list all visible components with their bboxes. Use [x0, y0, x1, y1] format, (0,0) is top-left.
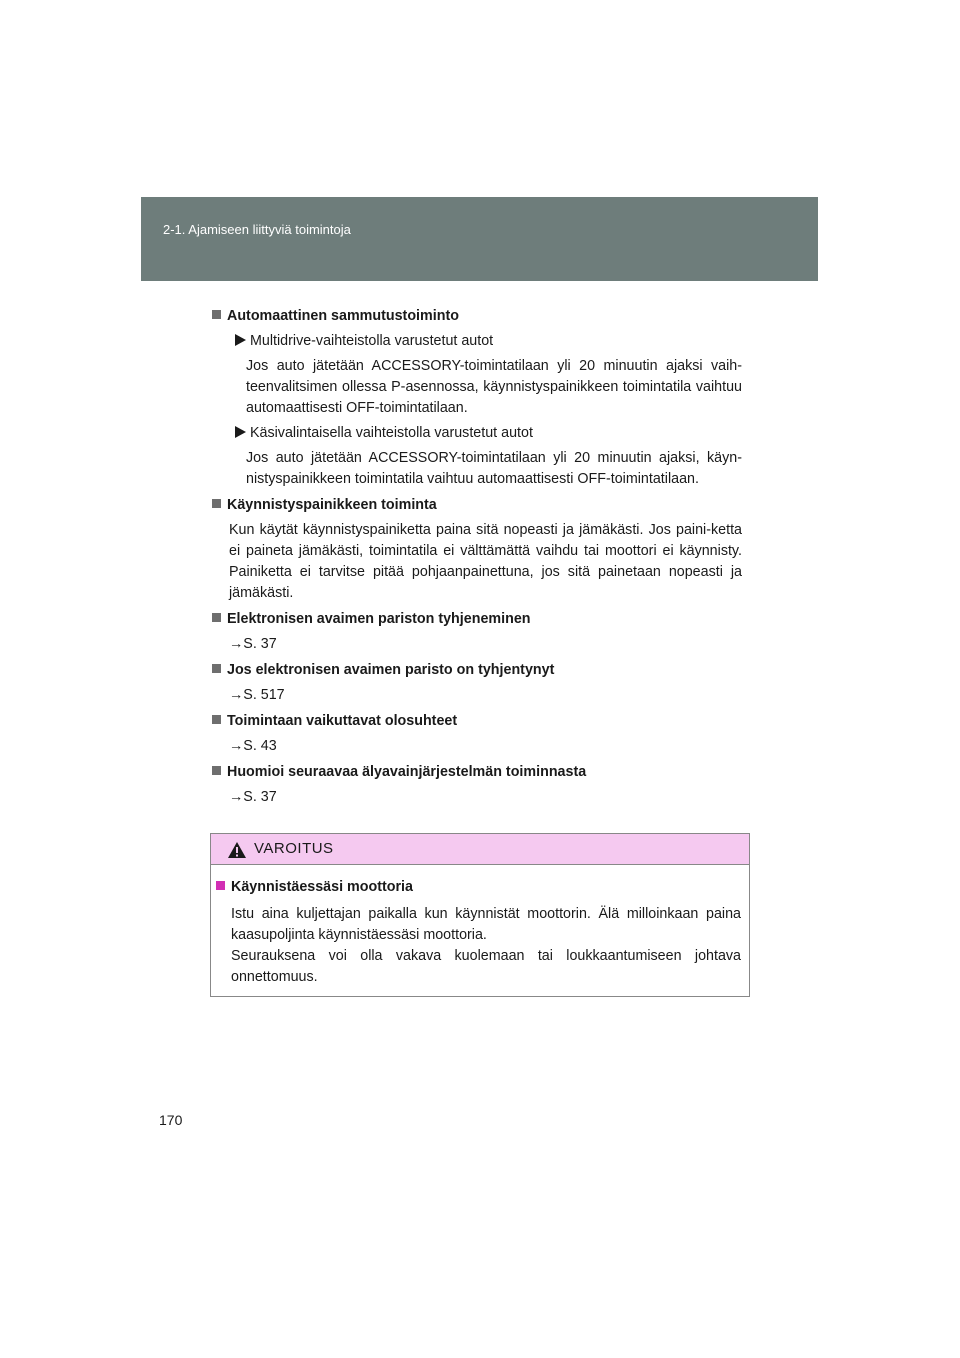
warning-label: VAROITUS — [254, 840, 334, 857]
page-number: 170 — [159, 1112, 183, 1128]
warning-header — [211, 834, 749, 865]
subsection-text: Jos auto jätetään ACCESSORY-toimintatilaan yli 20 minuutin ajaksi vaih-teenvalitsimen ollessa P-asennossa, käynnistyspainikkeen toimintatila vaihtuu automaattisesti OFF-toimintatilaan. — [246, 358, 742, 416]
square-bullet-icon — [212, 664, 221, 673]
section-text: Kun käytät käynnistyspainiketta paina sitä nopeasti ja jämäkästi. Jos paini-ketta ei paineta jämäkästi, toimintatila ei välttämättä vaihdu tai moottori ei käynnisty. Painiketta ei tarvitse pitää pohjaanpainettuna, jos sitä painetaan nopeasti ja jämäkästi. — [229, 522, 742, 601]
section-heading: Jos elektronisen avaimen paristo on tyhjentynyt — [212, 660, 742, 681]
square-bullet-icon — [212, 499, 221, 508]
page-reference: →S. 37 — [229, 789, 277, 805]
subsection-text: Jos auto jätetään ACCESSORY-toimintatilaan yli 20 minuutin ajaksi, käyn-nistyspainikkeen toimintatila vaihtuu automaattisesti OFF-toimintatilaan. — [246, 450, 742, 487]
section-heading: Huomioi seuraavaa älyavainjärjestelmän toiminnasta — [212, 762, 742, 783]
warning-body — [211, 865, 749, 988]
warning-box — [210, 833, 750, 997]
section-title: 2-1. Ajamiseen liittyviä toimintoja — [163, 222, 351, 237]
section-header — [141, 197, 818, 281]
square-bullet-icon — [212, 310, 221, 319]
section-heading: Käynnistyspainikkeen toiminta — [212, 495, 742, 516]
warning-text: Istu aina kuljettajan paikalla kun käynnistät moottorin. Älä milloinkaan paina kaasupoljinta käynnistäessäsi moottoria. Seurauksena voi olla vakava kuolemaan tai loukkaantumiseen johtava onnettomuus. — [231, 906, 741, 985]
page-reference: →S. 517 — [229, 687, 285, 703]
section-heading: Toimintaan vaikuttavat olosuhteet — [212, 711, 742, 732]
section-heading: Elektronisen avaimen pariston tyhjeneminen — [212, 609, 742, 630]
triangle-bullet-icon — [235, 426, 246, 438]
page-reference: →S. 43 — [229, 738, 277, 754]
square-bullet-icon — [212, 715, 221, 724]
square-bullet-icon — [216, 881, 225, 890]
subsection-heading: Käsivalintaisella vaihteistolla varustetut autot — [235, 423, 742, 444]
content — [212, 306, 742, 808]
page-reference: →S. 37 — [229, 636, 277, 652]
square-bullet-icon — [212, 766, 221, 775]
square-bullet-icon — [212, 613, 221, 622]
triangle-bullet-icon — [235, 334, 246, 346]
warning-triangle-icon — [227, 841, 247, 859]
subsection-heading: Multidrive-vaihteistolla varustetut autot — [235, 331, 742, 352]
warning-heading: Käynnistäessäsi moottoria — [216, 877, 741, 898]
section-heading: Automaattinen sammutustoiminto — [212, 306, 742, 327]
